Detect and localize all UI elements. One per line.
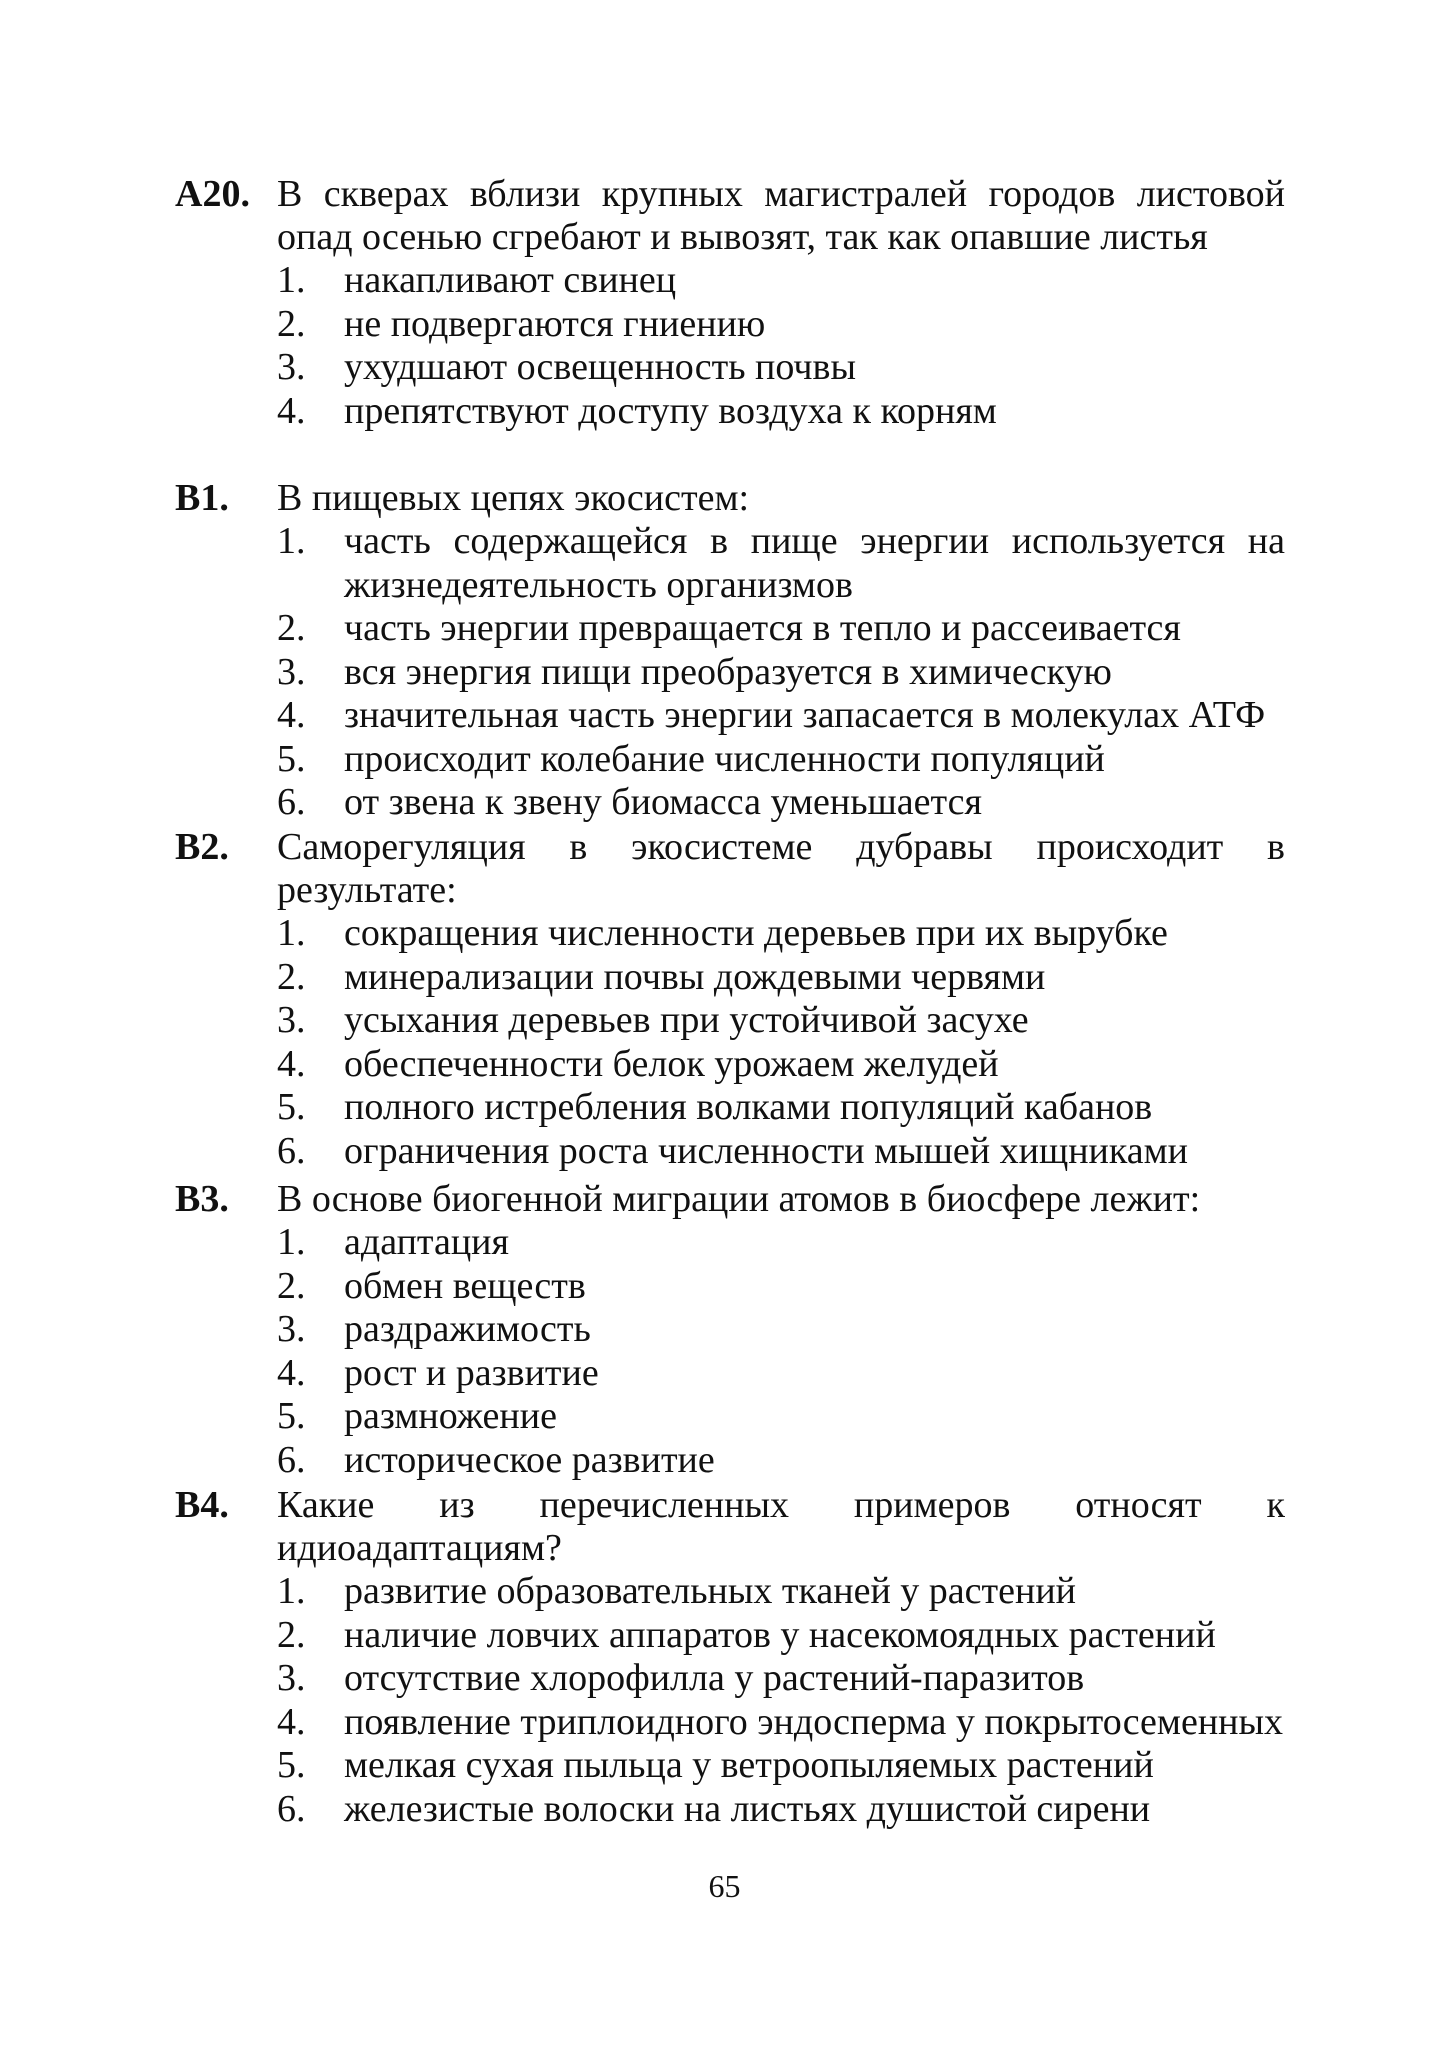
answer-option — [277, 1744, 1285, 1788]
option-number: 2. — [277, 302, 306, 345]
option-text: отсутствие хлорофилла у растений-паразитов — [344, 1657, 1085, 1699]
option-number: 4. — [277, 1351, 306, 1394]
answer-option — [277, 1352, 1285, 1396]
question-header — [175, 172, 1285, 259]
option-number: 3. — [277, 346, 306, 388]
answer-option — [277, 303, 1285, 347]
option-text: раздражимость — [344, 1308, 591, 1350]
option-text: ухудшают освещенность почвы — [344, 346, 856, 388]
option-text: адаптация — [344, 1221, 509, 1263]
option-number: 4. — [277, 1700, 306, 1743]
answer-option — [277, 1614, 1285, 1658]
option-text: наличие ловчих аппаратов у насекомоядных растений — [344, 1613, 1216, 1656]
answer-option — [277, 738, 1285, 782]
question-number: B4. — [175, 1484, 229, 1526]
question-text: В скверах вблизи крупных магистралей городов листовой опад осенью сгребают и вывозят, так как опавшие листья — [277, 173, 1285, 258]
option-number: 5. — [277, 1395, 306, 1437]
option-number: 6. — [277, 1787, 306, 1830]
option-text: мелкая сухая пыльца у ветроопыляемых растений — [344, 1744, 1154, 1786]
question-number: A20. — [175, 173, 250, 215]
option-number: 4. — [277, 389, 306, 432]
answer-option — [277, 956, 1285, 1000]
option-text: не подвергаются гниению — [344, 302, 766, 345]
answer-option — [277, 1043, 1285, 1087]
option-text: полного истребления волками популяций кабанов — [344, 1086, 1153, 1128]
answer-option — [277, 1701, 1285, 1745]
answer-option — [277, 259, 1285, 303]
option-number: 6. — [277, 781, 306, 823]
option-text: рост и развитие — [344, 1351, 599, 1394]
answer-option — [277, 520, 1285, 607]
answer-option — [277, 912, 1285, 956]
option-number: 1. — [277, 1570, 306, 1612]
answer-option — [277, 1395, 1285, 1439]
option-text: часть энергии превращается в тепло и рассеивается — [344, 607, 1181, 649]
option-number: 1. — [277, 259, 306, 301]
option-text: появление триплоидного эндосперма у покрытосеменных — [344, 1700, 1284, 1743]
question-header — [175, 1483, 1285, 1570]
question-header — [175, 476, 1285, 520]
answer-option — [277, 1657, 1285, 1701]
option-number: 3. — [277, 999, 306, 1041]
answer-option — [277, 390, 1285, 434]
option-number: 2. — [277, 607, 306, 649]
answer-options — [175, 1570, 1285, 1831]
option-number: 1. — [277, 912, 306, 954]
answer-option — [277, 346, 1285, 390]
question-b2 — [175, 825, 1285, 1173]
question-number: B1. — [175, 477, 229, 519]
option-number: 2. — [277, 1613, 306, 1656]
option-text: обмен веществ — [344, 1264, 586, 1307]
answer-option — [277, 651, 1285, 695]
option-text: от звена к звену биомасса уменьшается — [344, 781, 982, 823]
answer-option — [277, 1086, 1285, 1130]
answer-option — [277, 1130, 1285, 1174]
option-number: 5. — [277, 1744, 306, 1786]
option-text: препятствуют доступу воздуха к корням — [344, 389, 997, 432]
option-text: значительная часть энергии запасается в молекулах АТФ — [344, 694, 1266, 736]
option-number: 1. — [277, 520, 306, 562]
answer-option — [277, 1570, 1285, 1614]
answer-option — [277, 694, 1285, 738]
option-text: железистые волоски на листьях душистой сирени — [344, 1787, 1151, 1830]
option-text: накапливают свинец — [344, 259, 677, 301]
option-text: часть содержащейся в пище энергии используется на жизнедеятельность организмов — [344, 520, 1285, 606]
answer-options — [175, 259, 1285, 433]
question-b3 — [175, 1177, 1285, 1482]
option-number: 4. — [277, 1042, 306, 1085]
answer-option — [277, 1308, 1285, 1352]
page-number: 65 — [708, 1868, 741, 1904]
answer-option — [277, 1439, 1285, 1483]
option-number: 6. — [277, 1438, 306, 1481]
option-number: 2. — [277, 955, 306, 998]
question-header — [175, 825, 1285, 912]
option-number: 3. — [277, 650, 306, 693]
option-number: 4. — [277, 694, 306, 736]
option-number: 5. — [277, 1086, 306, 1128]
option-text: размножение — [344, 1395, 557, 1437]
answer-options — [175, 520, 1285, 825]
answer-option — [277, 1265, 1285, 1309]
option-number: 3. — [277, 1657, 306, 1699]
question-b1 — [175, 476, 1285, 825]
answer-options — [175, 912, 1285, 1173]
answer-option — [277, 999, 1285, 1043]
answer-option — [277, 1788, 1285, 1832]
option-number: 1. — [277, 1221, 306, 1263]
question-number: B2. — [175, 826, 229, 868]
answer-option — [277, 607, 1285, 651]
option-text: развитие образовательных тканей у растений — [344, 1570, 1077, 1612]
option-text: ограничения роста численности мышей хищниками — [344, 1129, 1189, 1172]
option-text: происходит колебание численности популяций — [344, 737, 1105, 780]
question-b4 — [175, 1483, 1285, 1831]
question-text: Какие из перечисленных примеров относят к идиоадаптациям? — [277, 1484, 1285, 1569]
question-a20 — [175, 172, 1285, 433]
option-number: 2. — [277, 1264, 306, 1307]
option-text: историческое развитие — [344, 1438, 715, 1481]
option-text: обеспеченности белок урожаем желудей — [344, 1042, 999, 1085]
answer-option — [277, 781, 1285, 825]
question-text: В основе биогенной миграции атомов в биосфере лежит: — [277, 1178, 1201, 1220]
question-number: B3. — [175, 1178, 229, 1220]
option-text: сокращения численности деревьев при их вырубке — [344, 912, 1168, 954]
option-text: минерализации почвы дождевыми червями — [344, 955, 1046, 998]
option-number: 6. — [277, 1129, 306, 1172]
option-number: 3. — [277, 1308, 306, 1350]
option-text: усыхания деревьев при устойчивой засухе — [344, 999, 1029, 1041]
question-header — [175, 1177, 1285, 1221]
option-text: вся энергия пищи преобразуется в химическую — [344, 650, 1112, 693]
question-text: Саморегуляция в экосистеме дубравы происходит в результате: — [277, 826, 1285, 911]
answer-option — [277, 1221, 1285, 1265]
option-number: 5. — [277, 737, 306, 780]
answer-options — [175, 1221, 1285, 1482]
question-text: В пищевых цепях экосистем: — [277, 477, 750, 519]
